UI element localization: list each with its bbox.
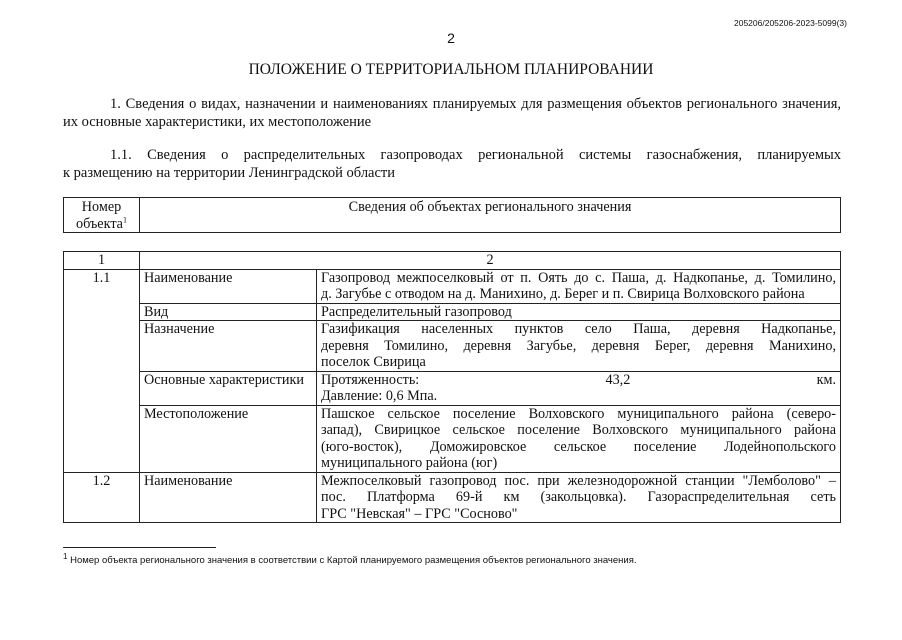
field-value-cell [317, 371, 841, 405]
intro-paragraph-2-line-1: 1.1. Сведения о распределительных газопроводах региональной системы газоснабжения, планируемых [110, 147, 841, 163]
intro-paragraph-1-line-1: 1. Сведения о видах, назначении и наименованиях планируемых для размещения объектов регионального значения, [110, 96, 841, 112]
intro-paragraph-2 [63, 146, 841, 182]
field-value-line: (юго-восток), Доможировское сельское поселение Лодейнопольского [321, 438, 836, 455]
field-value-line: Давление: 0,6 Мпа. [321, 388, 438, 404]
field-label-cell: Основные характеристики [140, 371, 317, 405]
footnote-divider [63, 547, 216, 548]
header-object-number-line-1: Номер [81, 199, 122, 215]
field-value-line: Газопровод межпоселковый от п. Оять до с. Паша, д. Надкопанье, д. Томилино, [321, 269, 836, 286]
intro-paragraph-1 [63, 95, 841, 131]
field-value-cell [317, 321, 841, 372]
header-object-number-line-2: объекта [76, 215, 123, 232]
table-row [64, 303, 841, 321]
table-row [64, 405, 841, 472]
field-value-cell [317, 269, 841, 303]
field-label-cell: Назначение [140, 321, 317, 372]
document-title: ПОЛОЖЕНИЕ О ТЕРРИТОРИАЛЬНОМ ПЛАНИРОВАНИИ [248, 61, 654, 78]
field-value-line: Протяженность: 43,2 км. [321, 371, 836, 388]
footnote-text: Номер объекта регионального значения в соответствии с Картой планируемого размещения объектов регионального значения. [67, 555, 637, 566]
field-value-line: Газификация населенных пунктов село Паша, деревня Надкопанье, [321, 321, 836, 337]
header-info-cell: Сведения об объектах регионального значения [140, 198, 841, 233]
field-value-line: поселок Свирица [321, 354, 426, 370]
table-row [64, 269, 841, 303]
field-value-cell [317, 405, 841, 472]
field-value-line: Распределительный газопровод [321, 303, 512, 320]
page-number: 2 [447, 30, 455, 46]
table-row [64, 321, 841, 372]
header-object-number-cell [64, 198, 140, 233]
footnote-marker: 1 [122, 214, 127, 224]
header-table [63, 197, 841, 233]
field-label-cell: Местоположение [140, 405, 317, 472]
field-value-line: деревня Томилино, деревня Загубье, деревня Берег, деревня Манихино, [321, 337, 836, 354]
table-header-cell-2: 2 [140, 252, 841, 270]
footnote [63, 551, 637, 566]
field-value-line: Межпоселковый газопровод пос. при железнодорожной станции "Лемболово" – [321, 472, 836, 489]
table-header-cell-1: 1 [64, 252, 140, 270]
table-header-row [64, 252, 841, 270]
field-label-cell: Вид [140, 303, 317, 321]
intro-paragraph-2-line-2: к размещению на территории Ленинградской области [63, 165, 396, 181]
field-value-line: муниципального района (юг) [321, 455, 498, 471]
field-value-line: запад), Свирицкое сельское поселение Волховского муниципального района [321, 422, 836, 438]
document-code: 205206/205206-2023-5099(3) [734, 18, 847, 28]
field-value-line: пос. Платформа 69-й км (закольцовка). Газораспределительная сеть [321, 489, 836, 505]
field-value-cell [317, 472, 841, 523]
field-label-cell: Наименование [140, 269, 317, 303]
field-value-cell [317, 303, 841, 321]
table-row [64, 472, 841, 523]
field-value-line: д. Загубье с отводом на д. Манихино, д. Берег и п. Свирица Волховского района [321, 286, 805, 302]
field-value-line: Пашское сельское поселение Волховского муниципального района (северо- [321, 405, 836, 422]
field-value-line: ГРС "Невская" – ГРС "Сосново" [321, 505, 518, 522]
table-row [64, 371, 841, 405]
header-table-row [64, 198, 841, 233]
intro-paragraph-1-line-2: их основные характеристики, их местоположение [63, 114, 372, 130]
object-number-cell: 1.2 [64, 472, 140, 523]
field-label-cell: Наименование [140, 472, 317, 523]
objects-table [63, 251, 841, 523]
footnote-number: 1 [63, 551, 68, 561]
object-number-cell: 1.1 [64, 269, 140, 472]
